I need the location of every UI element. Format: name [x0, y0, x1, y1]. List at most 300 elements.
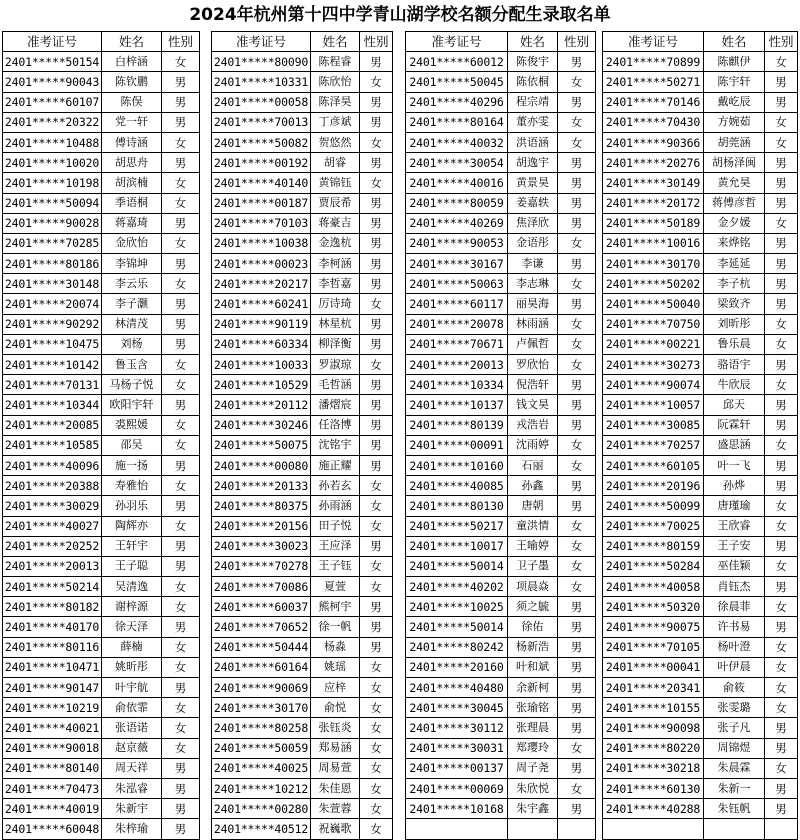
- table-row: [212, 516, 393, 536]
- student-name-cell: 俞依霏: [102, 698, 162, 718]
- exam-id-cell: 2401*****50189: [603, 213, 704, 233]
- sex-cell: 女: [558, 455, 596, 475]
- exam-id-cell: 2401*****20085: [3, 415, 102, 435]
- student-name-cell: 蒋豪吉: [311, 213, 360, 233]
- table-row: [406, 738, 596, 758]
- header-name: 姓名: [508, 32, 558, 52]
- exam-id-cell: 2401*****70899: [603, 52, 704, 72]
- student-name-cell: 童洪情: [508, 516, 558, 536]
- header-sex: 性别: [360, 32, 393, 52]
- table-row: [3, 92, 200, 112]
- student-name-cell: 林星杭: [311, 314, 360, 334]
- sex-cell: 女: [765, 334, 798, 354]
- sex-cell: 女: [765, 637, 798, 657]
- sex-cell: 男: [162, 819, 200, 839]
- student-name-cell: 陈麒伊: [704, 52, 765, 72]
- exam-id-cell: 2401*****30112: [406, 718, 508, 738]
- table-row: [406, 314, 596, 334]
- sex-cell: 女: [360, 657, 393, 677]
- exam-id-cell: 2401*****10198: [3, 173, 102, 193]
- exam-id-cell: 2401*****00280: [212, 799, 311, 819]
- sex-cell: 男: [360, 314, 393, 334]
- sex-cell: 女: [558, 233, 596, 253]
- sex-cell: 男: [765, 536, 798, 556]
- exam-id-cell: 2401*****30029: [3, 496, 102, 516]
- sex-cell: 女: [360, 678, 393, 698]
- student-name-cell: 胡逸宇: [508, 153, 558, 173]
- table-row: [603, 657, 798, 677]
- table-row: [406, 395, 596, 415]
- student-name-cell: 李延延: [704, 254, 765, 274]
- table-row: [212, 132, 393, 152]
- student-name-cell: 张雯璐: [704, 698, 765, 718]
- exam-id-cell: 2401*****30167: [406, 254, 508, 274]
- exam-id-cell: 2401*****00187: [212, 193, 311, 213]
- sex-cell: 女: [162, 132, 200, 152]
- table-row: [3, 52, 200, 72]
- table-row: [3, 415, 200, 435]
- exam-id-cell: 2401*****60107: [3, 92, 102, 112]
- sex-cell: 男: [162, 72, 200, 92]
- table-row: [3, 334, 200, 354]
- student-name-cell: 施一扬: [102, 455, 162, 475]
- student-name-cell: 张理晨: [508, 718, 558, 738]
- student-name-cell: 林雨涵: [508, 314, 558, 334]
- exam-id-cell: 2401*****10212: [212, 778, 311, 798]
- table-row: [212, 294, 393, 314]
- exam-id-cell: 2401*****10142: [3, 355, 102, 375]
- exam-id-cell: 2401*****70473: [3, 778, 102, 798]
- student-name-cell: 毛哲涵: [311, 375, 360, 395]
- exam-id-cell: 2401*****70750: [603, 314, 704, 334]
- exam-id-cell: 2401*****30023: [212, 536, 311, 556]
- sex-cell: 女: [765, 516, 798, 536]
- sex-cell: 男: [360, 254, 393, 274]
- student-name-cell: 胡莞涵: [704, 132, 765, 152]
- sex-cell: [558, 819, 596, 839]
- student-name-cell: 马杨子悦: [102, 375, 162, 395]
- exam-id-cell: 2401*****50045: [406, 72, 508, 92]
- exam-id-cell: 2401*****20078: [406, 314, 508, 334]
- sex-cell: 男: [360, 597, 393, 617]
- table-row: [3, 637, 200, 657]
- table-row: [3, 395, 200, 415]
- table-row: [212, 455, 393, 475]
- sex-cell: 女: [162, 577, 200, 597]
- table-row: [3, 314, 200, 334]
- exam-id-cell: 2401*****70025: [603, 516, 704, 536]
- student-name-cell: 陈欣怡: [311, 72, 360, 92]
- student-name-cell: 俞悦: [311, 698, 360, 718]
- table-row: [3, 678, 200, 698]
- student-name-cell: 盛思涵: [704, 435, 765, 455]
- table-row: [3, 213, 200, 233]
- student-name-cell: 季语桐: [102, 193, 162, 213]
- table-row: [406, 112, 596, 132]
- exam-id-cell: 2401*****60105: [603, 455, 704, 475]
- student-name-cell: 孙羽乐: [102, 496, 162, 516]
- table-row: [603, 556, 798, 576]
- header-exam-id: 准考证号: [406, 32, 508, 52]
- sex-cell: 男: [765, 738, 798, 758]
- exam-id-cell: 2401*****40027: [3, 516, 102, 536]
- student-name-cell: 杨叶澄: [704, 637, 765, 657]
- table-row: [3, 819, 200, 839]
- student-name-cell: 唐朝: [508, 496, 558, 516]
- exam-id-cell: 2401*****60130: [603, 778, 704, 798]
- exam-id-cell: 2401*****40296: [406, 92, 508, 112]
- student-name-cell: 朱欣悦: [508, 778, 558, 798]
- table-row: [212, 72, 393, 92]
- student-name-cell: 朱佳恩: [311, 778, 360, 798]
- sex-cell: 男: [162, 294, 200, 314]
- sex-cell: 女: [360, 132, 393, 152]
- student-name-cell: 张语诺: [102, 718, 162, 738]
- sex-cell: 女: [162, 173, 200, 193]
- sex-cell: 女: [360, 173, 393, 193]
- table-row: [603, 355, 798, 375]
- table-row: [3, 72, 200, 92]
- exam-id-cell: 2401*****10529: [212, 375, 311, 395]
- exam-id-cell: 2401*****50444: [212, 637, 311, 657]
- student-name-cell: 李哲嘉: [311, 274, 360, 294]
- table-row: [406, 233, 596, 253]
- student-name-cell: 李志琳: [508, 274, 558, 294]
- student-name-cell: 朱晨霖: [704, 758, 765, 778]
- exam-id-cell: 2401*****90147: [3, 678, 102, 698]
- sex-cell: 女: [360, 577, 393, 597]
- table-row: [603, 173, 798, 193]
- table-row: [212, 657, 393, 677]
- sex-cell: 男: [162, 395, 200, 415]
- sex-cell: 女: [360, 778, 393, 798]
- table-row: [3, 516, 200, 536]
- exam-id-cell: 2401*****50154: [3, 52, 102, 72]
- student-name-cell: 余新柯: [508, 678, 558, 698]
- table-row: [406, 617, 596, 637]
- student-name-cell: 李云乐: [102, 274, 162, 294]
- sex-cell: 男: [765, 617, 798, 637]
- table-row: [603, 213, 798, 233]
- student-name-cell: 张子凡: [704, 718, 765, 738]
- sex-cell: 男: [558, 193, 596, 213]
- student-name-cell: 徐佑: [508, 617, 558, 637]
- exam-id-cell: 2401*****50014: [406, 617, 508, 637]
- student-name-cell: 张瑜铭: [508, 698, 558, 718]
- exam-id-cell: 2401*****80182: [3, 597, 102, 617]
- sex-cell: 男: [558, 758, 596, 778]
- table-row: [406, 536, 596, 556]
- student-name-cell: 寿雅怡: [102, 476, 162, 496]
- table-row: [603, 375, 798, 395]
- exam-id-cell: 2401*****30273: [603, 355, 704, 375]
- exam-id-cell: 2401*****20217: [212, 274, 311, 294]
- table-row: [212, 355, 393, 375]
- table-row: [3, 799, 200, 819]
- student-name-cell: [508, 819, 558, 839]
- sex-cell: 男: [558, 637, 596, 657]
- student-name-cell: 胡思舟: [102, 153, 162, 173]
- table-row: [603, 193, 798, 213]
- exam-id-cell: 2401*****40021: [3, 718, 102, 738]
- student-name-cell: 党一轩: [102, 112, 162, 132]
- student-name-cell: 倪浩轩: [508, 375, 558, 395]
- exam-id-cell: 2401*****80159: [603, 536, 704, 556]
- exam-id-cell: 2401*****30170: [212, 698, 311, 718]
- exam-id-cell: 2401*****30149: [603, 173, 704, 193]
- student-name-cell: 阮霖轩: [704, 415, 765, 435]
- exam-id-cell: 2401*****90053: [406, 233, 508, 253]
- sex-cell: 女: [558, 778, 596, 798]
- table-row: [212, 395, 393, 415]
- exam-id-cell: 2401*****10488: [3, 132, 102, 152]
- exam-id-cell: 2401*****50214: [3, 577, 102, 597]
- sex-cell: 男: [360, 92, 393, 112]
- header-exam-id: 准考证号: [3, 32, 102, 52]
- table-row: [603, 334, 798, 354]
- student-name-cell: 肖钰杰: [704, 577, 765, 597]
- exam-id-cell: 2401*****00080: [212, 455, 311, 475]
- exam-id-cell: 2401*****40170: [3, 617, 102, 637]
- table-row: [212, 112, 393, 132]
- exam-id-cell: 2401*****40202: [406, 577, 508, 597]
- exam-id-cell: 2401*****50040: [603, 294, 704, 314]
- sex-cell: 女: [162, 274, 200, 294]
- student-name-cell: 白梓涵: [102, 52, 162, 72]
- student-name-cell: 孙鑫: [508, 476, 558, 496]
- exam-id-cell: 2401*****40085: [406, 476, 508, 496]
- table-row: [3, 536, 200, 556]
- student-name-cell: 梁致齐: [704, 294, 765, 314]
- exam-id-cell: 2401*****80164: [406, 112, 508, 132]
- exam-id-cell: 2401*****70103: [212, 213, 311, 233]
- student-name-cell: 黄景昊: [508, 173, 558, 193]
- table-row: [212, 92, 393, 112]
- exam-id-cell: [603, 819, 704, 839]
- sex-cell: 男: [765, 233, 798, 253]
- empty-row: [406, 819, 596, 839]
- sex-cell: 男: [765, 92, 798, 112]
- exam-id-cell: 2401*****00091: [406, 435, 508, 455]
- student-name-cell: 贾辰希: [311, 193, 360, 213]
- student-name-cell: 林清茂: [102, 314, 162, 334]
- table-row: [212, 375, 393, 395]
- student-name-cell: 姜嘉轶: [508, 193, 558, 213]
- exam-id-cell: 2401*****40269: [406, 213, 508, 233]
- sex-cell: 女: [360, 758, 393, 778]
- table-row: [603, 132, 798, 152]
- sex-cell: 男: [360, 274, 393, 294]
- student-name-cell: 王喻婷: [508, 536, 558, 556]
- exam-id-cell: 2401*****50271: [603, 72, 704, 92]
- sex-cell: 女: [765, 52, 798, 72]
- sex-cell: 男: [558, 698, 596, 718]
- sex-cell: 男: [558, 799, 596, 819]
- student-name-cell: 叶宇航: [102, 678, 162, 698]
- exam-id-cell: 2401*****70652: [212, 617, 311, 637]
- exam-id-cell: 2401*****70430: [603, 112, 704, 132]
- student-name-cell: 任洛博: [311, 415, 360, 435]
- table-row: [603, 617, 798, 637]
- student-name-cell: 陈程睿: [311, 52, 360, 72]
- table-row: [406, 415, 596, 435]
- table-row: [603, 738, 798, 758]
- exam-id-cell: 2401*****10334: [406, 375, 508, 395]
- student-name-cell: 沈雨婷: [508, 435, 558, 455]
- page-title: 2024年杭州第十四中学青山湖学校名额分配生录取名单: [189, 5, 611, 25]
- student-name-cell: 郑易涵: [311, 738, 360, 758]
- student-name-cell: 王子钰: [311, 556, 360, 576]
- student-name-cell: 洪语涵: [508, 132, 558, 152]
- student-name-cell: 胡滨楠: [102, 173, 162, 193]
- exam-id-cell: 2401*****30170: [603, 254, 704, 274]
- exam-id-cell: 2401*****80220: [603, 738, 704, 758]
- exam-id-cell: [406, 819, 508, 839]
- sex-cell: 男: [360, 617, 393, 637]
- sex-cell: 女: [765, 132, 798, 152]
- student-name-cell: 黄锦钰: [311, 173, 360, 193]
- student-name-cell: 焦泽欣: [508, 213, 558, 233]
- admission-table-1: [2, 31, 200, 840]
- table-row: [603, 718, 798, 738]
- student-name-cell: 叶伊晨: [704, 657, 765, 677]
- sex-cell: 女: [162, 355, 200, 375]
- sex-cell: 男: [162, 556, 200, 576]
- exam-id-cell: 2401*****80258: [212, 718, 311, 738]
- student-name-cell: 李柯涵: [311, 254, 360, 274]
- table-row: [603, 758, 798, 778]
- sex-cell: 女: [162, 476, 200, 496]
- student-name-cell: 陈钦鹏: [102, 72, 162, 92]
- table-row: [212, 193, 393, 213]
- student-name-cell: 程宗靖: [508, 92, 558, 112]
- exam-id-cell: 2401*****20013: [3, 556, 102, 576]
- sex-cell: 女: [162, 435, 200, 455]
- student-name-cell: 朱钰帆: [704, 799, 765, 819]
- sex-cell: 女: [162, 193, 200, 213]
- table-row: [212, 536, 393, 556]
- sex-cell: 女: [360, 355, 393, 375]
- exam-id-cell: 2401*****90043: [3, 72, 102, 92]
- student-name-cell: 叶一飞: [704, 455, 765, 475]
- sex-cell: 男: [765, 577, 798, 597]
- exam-id-cell: 2401*****20276: [603, 153, 704, 173]
- table-row: [603, 153, 798, 173]
- table-row: [603, 476, 798, 496]
- student-name-cell: 王子聪: [102, 556, 162, 576]
- exam-id-cell: 2401*****60241: [212, 294, 311, 314]
- exam-id-cell: 2401*****60117: [406, 294, 508, 314]
- sex-cell: 男: [360, 233, 393, 253]
- table-row: [603, 577, 798, 597]
- student-name-cell: 贺悠然: [311, 132, 360, 152]
- table-row: [3, 597, 200, 617]
- sex-cell: 男: [558, 496, 596, 516]
- table-row: [3, 173, 200, 193]
- exam-id-cell: 2401*****10475: [3, 334, 102, 354]
- sex-cell: 男: [765, 274, 798, 294]
- table-row: [3, 112, 200, 132]
- exam-id-cell: 2401*****10017: [406, 536, 508, 556]
- student-name-cell: 李锦坤: [102, 254, 162, 274]
- table-row: [212, 496, 393, 516]
- sex-cell: 女: [765, 678, 798, 698]
- table-row: [406, 254, 596, 274]
- sex-cell: 女: [162, 698, 200, 718]
- student-name-cell: 王应泽: [311, 536, 360, 556]
- sex-cell: 男: [765, 476, 798, 496]
- admission-table-4: [602, 31, 798, 840]
- exam-id-cell: 2401*****80140: [3, 758, 102, 778]
- exam-id-cell: 2401*****90075: [603, 617, 704, 637]
- table-row: [406, 577, 596, 597]
- student-name-cell: 徐一帆: [311, 617, 360, 637]
- exam-id-cell: 2401*****10331: [212, 72, 311, 92]
- student-name-cell: 金欣怡: [102, 233, 162, 253]
- sex-cell: 女: [162, 375, 200, 395]
- sex-cell: 男: [765, 355, 798, 375]
- table-row: [212, 556, 393, 576]
- student-name-cell: 姚瑶: [311, 657, 360, 677]
- table-row: [603, 52, 798, 72]
- sex-cell: 男: [765, 395, 798, 415]
- table-row: [603, 516, 798, 536]
- student-name-cell: 周子尧: [508, 758, 558, 778]
- exam-id-cell: 2401*****70105: [603, 637, 704, 657]
- student-name-cell: 罗淑琼: [311, 355, 360, 375]
- sex-cell: 男: [360, 395, 393, 415]
- sex-cell: 女: [162, 233, 200, 253]
- exam-id-cell: 2401*****80059: [406, 193, 508, 213]
- exam-id-cell: 2401*****20172: [603, 193, 704, 213]
- sex-cell: 男: [162, 112, 200, 132]
- table-row: [212, 617, 393, 637]
- table-row: [3, 294, 200, 314]
- sex-cell: 女: [558, 355, 596, 375]
- exam-id-cell: 2401*****40032: [406, 132, 508, 152]
- table-row: [603, 435, 798, 455]
- sex-cell: 男: [162, 617, 200, 637]
- table-row: [3, 657, 200, 677]
- table-row: [3, 718, 200, 738]
- sex-cell: 男: [558, 213, 596, 233]
- student-name-cell: 周天祥: [102, 758, 162, 778]
- exam-id-cell: 2401*****10160: [406, 455, 508, 475]
- table-row: [3, 233, 200, 253]
- table-row: [603, 233, 798, 253]
- sex-cell: 男: [765, 778, 798, 798]
- sex-cell: 男: [558, 375, 596, 395]
- sex-cell: 男: [765, 72, 798, 92]
- table-row: [406, 132, 596, 152]
- exam-id-cell: 2401*****20133: [212, 476, 311, 496]
- table-row: [406, 597, 596, 617]
- student-name-cell: 孙雨涵: [311, 496, 360, 516]
- exam-id-cell: 2401*****10016: [603, 233, 704, 253]
- sex-cell: 男: [162, 153, 200, 173]
- student-name-cell: 田子悦: [311, 516, 360, 536]
- exam-id-cell: 2401*****50284: [603, 556, 704, 576]
- student-name-cell: 杨新浩: [508, 637, 558, 657]
- exam-id-cell: 2401*****10033: [212, 355, 311, 375]
- table-row: [3, 556, 200, 576]
- table-row: [3, 758, 200, 778]
- sex-cell: 男: [765, 294, 798, 314]
- table-row: [603, 395, 798, 415]
- sex-cell: 女: [765, 698, 798, 718]
- exam-id-cell: 2401*****20156: [212, 516, 311, 536]
- table-row: [406, 213, 596, 233]
